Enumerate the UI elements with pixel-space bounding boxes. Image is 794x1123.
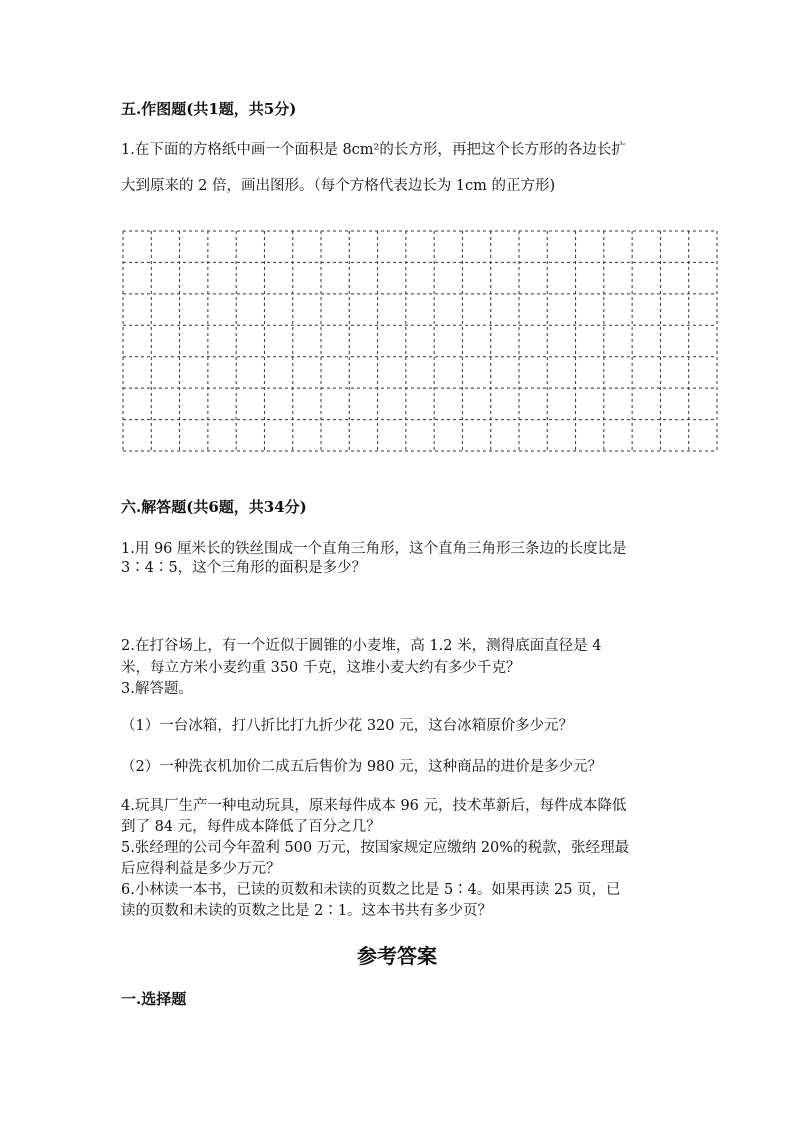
s6-q2-line2: 米，每立方米小麦约重 350 千克，这堆小麦大约有多少千克？ [121, 660, 521, 676]
s5-q1-line1: 1.在下面的方格纸中画一个面积是 8cm²的长方形，再把这个长方形的各边长扩 [121, 142, 626, 158]
s6-q3: 3.解答题。 [121, 681, 193, 697]
s6-q6-line2: 读的页数和未读的页数之比是 2∶1。这本书共有多少页？ [121, 903, 493, 919]
section5-heading: 五.作图题(共1题，共5分) [121, 100, 297, 118]
s6-q5-line1: 5.张经理的公司今年盈利 500 万元，按国家规定应缴纳 20%的税款，张经理最 [121, 840, 630, 856]
s6-q2-line1: 2.在打谷场上，有一个近似于圆锥的小麦堆，高 1.2 米，测得底面直径是 4 [121, 638, 602, 654]
answers-title: 参考答案 [357, 944, 437, 968]
s6-q1-line1: 1.用 96 厘米长的铁丝围成一个直角三角形，这个直角三角形三条边的长度比是 [121, 541, 627, 557]
square-grid-paper [122, 230, 718, 454]
s6-q4-line2: 到了 84 元，每件成本降低了百分之几？ [121, 819, 381, 835]
s6-q5-line2: 后应得利益是多少万元？ [121, 861, 281, 877]
s6-q4-line1: 4.玩具厂生产一种电动玩具，原来每件成本 96 元，技术革新后，每件成本降低 [121, 798, 627, 814]
s6-q3-2: （2）一种洗衣机加价二成五后售价为 980 元，这种商品的进价是多少元？ [121, 759, 603, 775]
s6-q1-line2: 3∶4∶5，这个三角形的面积是多少？ [121, 560, 367, 576]
s6-q6-line1: 6.小林读一本书，已读的页数和未读的页数之比是 5∶4。如果再读 25 页，已 [121, 882, 621, 898]
s6-q3-1: （1）一台冰箱，打八折比打九折少花 320 元，这台冰箱原价多少元？ [121, 718, 574, 734]
s5-q1-line2: 大到原来的 2 倍，画出图形。（每个方格代表边长为 1cm 的正方形) [121, 178, 556, 194]
section6-heading: 六.解答题(共6题，共34分) [121, 498, 307, 516]
answers-section1-heading: 一.选择题 [121, 990, 187, 1008]
